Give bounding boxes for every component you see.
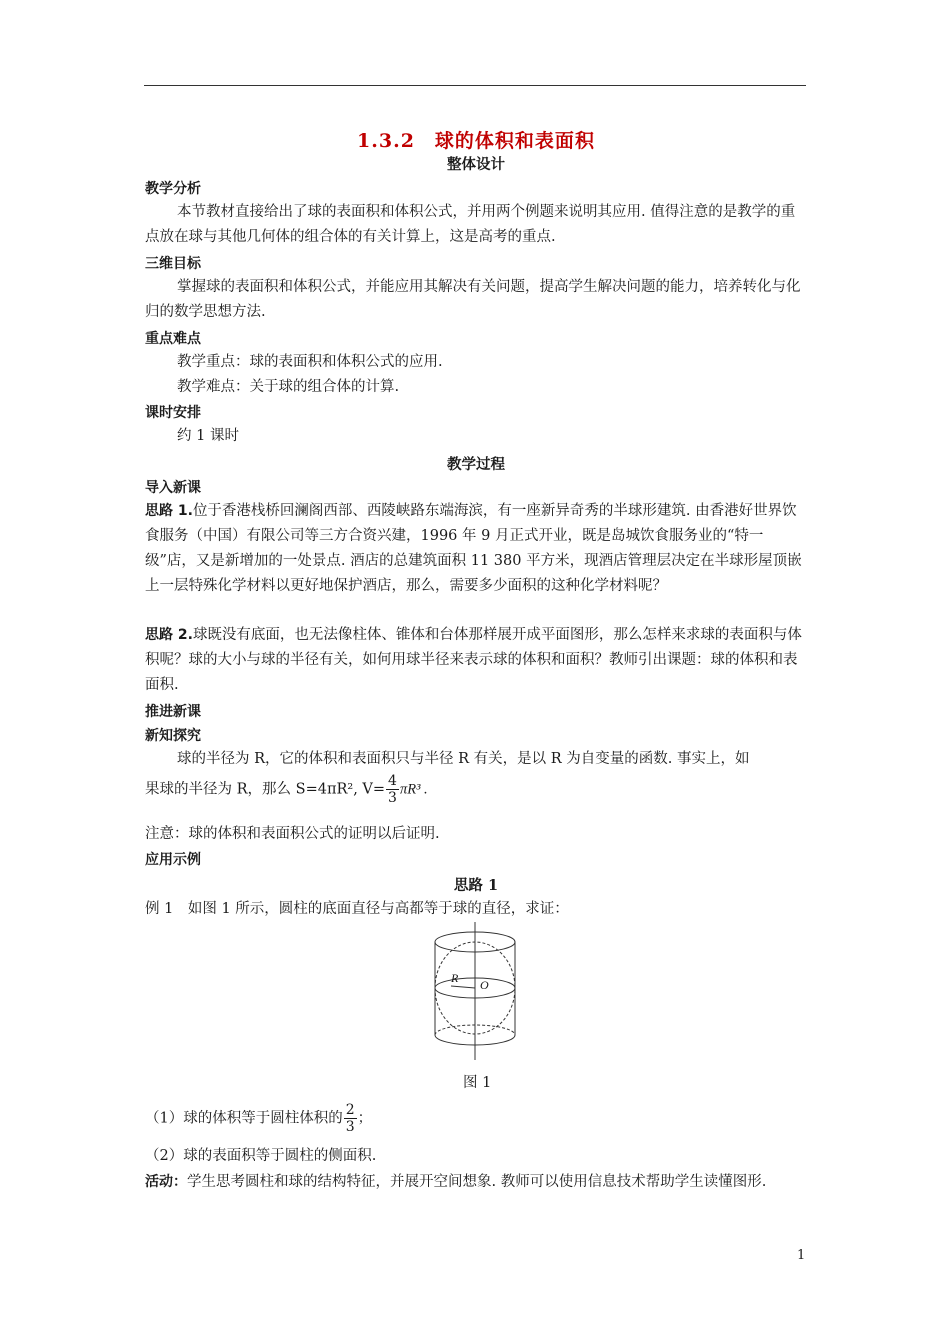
- activity-text: 学生思考圆柱和球的结构特征，并展开空间想象. 教师可以使用信息技术帮助学生读懂图形.: [187, 1174, 767, 1190]
- heading-schedule: 课时安排: [145, 405, 201, 421]
- explore-note: 注意：球的体积和表面积公式的证明以后证明.: [145, 826, 440, 842]
- item2-line: （2）球的表面积等于圆柱的侧面积.: [145, 1148, 377, 1164]
- example1-text: 例 1 如图 1 所示，圆柱的底面直径与高都等于球的直径，求证：: [145, 901, 569, 917]
- schedule-text: 约 1 课时: [177, 428, 239, 444]
- doc-title: 1.3.2 球的体积和表面积: [357, 130, 595, 152]
- section-process: 教学过程: [447, 456, 505, 473]
- heading-analysis: 教学分析: [145, 181, 201, 197]
- activity-label: 活动：: [145, 1174, 187, 1190]
- item1-line: [145, 1102, 372, 1135]
- intro-idea1: [145, 499, 807, 599]
- item1-tail: ；: [357, 1110, 373, 1127]
- heading-advance: 推进新课: [145, 704, 201, 720]
- heading-key: 重点难点: [145, 331, 201, 347]
- goals-text: 掌握球的表面积和体积公式，并能应用其解决有关问题，提高学生解决问题的能力，培养转化与化归的数学思想方法.: [145, 279, 801, 320]
- activity-para: [145, 1170, 807, 1195]
- item1-denominator: 3: [345, 1119, 355, 1135]
- explore-formula-line: [145, 773, 807, 806]
- explore-text2: 果球的半径为 R，那么 S=4πR², V=: [145, 781, 386, 798]
- idea2-label: 思路 2.: [145, 627, 193, 643]
- idea1-label: 思路 1.: [145, 503, 193, 519]
- heading-explore: 新知探究: [145, 728, 201, 744]
- idea2-text: 球既没有底面，也无法像柱体、锥体和台体那样展开成平面图形，那么怎样来求球的表面积与体积呢？球的大小与球的半径有关，如何用球半径来表示球的体积和面积？教师引出课题：球的体积和表面积.: [145, 627, 802, 693]
- item1-text: （1）球的体积等于圆柱体积的: [145, 1110, 343, 1127]
- heading-intro: 导入新课: [145, 480, 201, 496]
- figure-caption: 图 1: [463, 1075, 492, 1091]
- intro-idea2: [145, 623, 807, 698]
- volume-fraction: [386, 773, 399, 806]
- key-line2: 教学难点：关于球的组合体的计算.: [177, 379, 400, 395]
- label-R: R: [451, 971, 459, 985]
- formula-tail: πR³ .: [399, 781, 428, 798]
- section-overall: 整体设计: [447, 156, 505, 173]
- radius-line: [451, 986, 475, 988]
- frac-denominator: 3: [388, 790, 397, 806]
- label-O: O: [480, 978, 489, 992]
- analysis-text: 本节教材直接给出了球的表面积和体积公式，并用两个例题来说明其应用. 值得注意的是教学的重点放在球与其他几何体的组合体的有关计算上，这是高考的重点.: [145, 204, 796, 245]
- item1-fraction: [344, 1102, 357, 1135]
- figure-cylinder-sphere: [425, 920, 545, 1065]
- page-number: 1: [797, 1248, 806, 1263]
- item1-numerator: 2: [345, 1102, 355, 1118]
- heading-goals: 三维目标: [145, 256, 201, 272]
- examples-sub: 思路 1: [453, 877, 499, 894]
- frac-numerator: 4: [388, 773, 397, 789]
- idea1-text: 位于香港栈桥回澜阁西部、西陵峡路东端海滨，有一座新异奇秀的半球形建筑. 由香港好世界饮食服务（中国）有限公司等三方合资兴建，1996 年 9 月正式开业，既是岛城饮食服务业的“特一级”店，又是新增加的一处景点. 酒店的总建筑面积 11 380 平方米，现酒店管理层决定在半球形屋顶嵌上一层特殊化学材料以更好地保护酒店，那么，需要多少面积的这种化学材料呢？: [145, 503, 802, 594]
- header-rule: [144, 85, 806, 86]
- heading-examples: 应用示例: [145, 852, 201, 868]
- key-line1: 教学重点：球的表面积和体积公式的应用.: [177, 354, 443, 370]
- explore-text1: 球的半径为 R，它的体积和表面积只与半径 R 有关，是以 R 为自变量的函数. 事实上，如: [177, 751, 750, 767]
